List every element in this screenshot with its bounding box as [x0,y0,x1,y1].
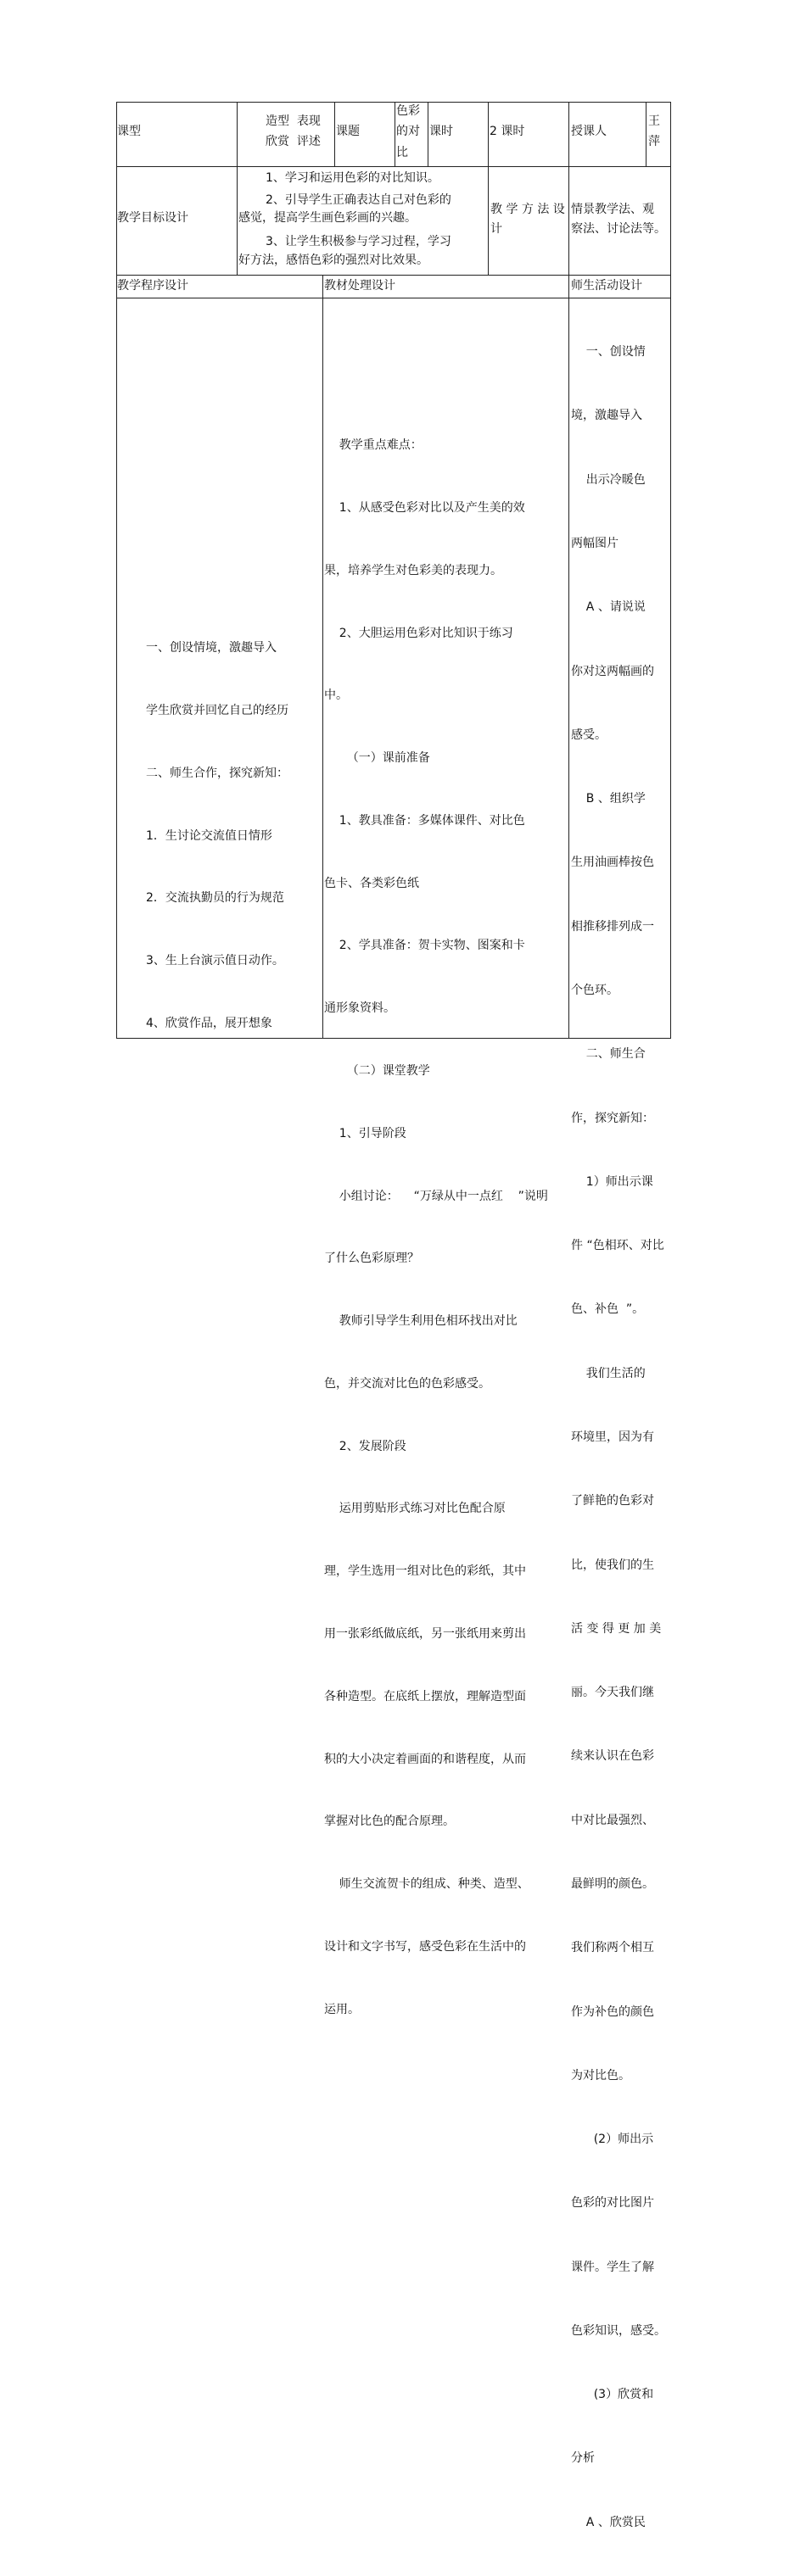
table-col-divider [568,102,569,1038]
activity-line: 我们生活的 [571,1366,646,1380]
material-line: （一）课前准备 [324,751,430,766]
lesson-type-value: 欣赏 评述 [266,135,321,148]
activity-line: 课件。学生了解 [571,2260,654,2274]
goal-item: 好方法，感悟色彩的强烈对比效果。 [238,254,428,267]
activity-line: A 、请说说 [571,600,646,615]
topic-value: 的对 [396,125,420,138]
activity-line: 活 变 得 更 加 美 [571,1621,662,1636]
lesson-type-value: 造型 表现 [266,114,321,128]
activity-line: 续来认识在色彩 [571,1749,654,1764]
material-line: 通形象资料。 [324,1001,395,1016]
material-lines [324,393,548,2062]
program-column-header: 教学程序设计 [117,279,188,293]
method-value: 情景教学法、观 [571,203,654,216]
material-line: 掌握对比色的配合原理。 [324,1815,455,1829]
material-line: 各种造型。在底纸上摆放，理解造型面 [324,1689,526,1703]
topic-value: 色彩 [396,104,420,118]
activity-line: 个色环。 [571,984,618,997]
material-line: 1、从感受色彩对比以及产生美的效 [324,500,525,515]
program-line: 3、生上台演示值日动作。 [146,954,284,968]
material-line: 2、学具准备：贺卡实物、图案和卡 [324,939,525,953]
program-line: 学生欣赏并回忆自己的经历 [146,703,288,717]
material-line: 1、引导阶段 [324,1126,406,1140]
method-value: 察法、讨论法等。 [571,222,666,236]
goal-item: 1、学习和运用色彩的对比知识。 [266,171,439,185]
table-border-left [116,102,117,1038]
goal-item: 3、让学生积极参与学习过程，学习 [266,235,451,248]
program-line: 4、欣赏作品，展开想象 [146,1016,272,1030]
teacher-value: 王 [648,114,660,128]
table-col-divider [334,102,335,166]
goal-item: 2、引导学生正确表达自己对色彩的 [266,193,451,207]
material-column-header: 教材处理设计 [324,279,395,293]
activity-line: 出示冷暖色 [571,472,646,487]
material-line: 师生交流贺卡的组成、种类、造型、 [324,1877,529,1892]
activity-line: 一、创设情 [571,345,646,360]
activity-line: 境，激趣导入 [571,409,642,423]
activity-line: 最鲜明的颜色。 [571,1876,654,1891]
activity-line: 我们称两个相互 [571,1941,654,1955]
program-line: 二、师生合作，探究新知： [146,766,288,780]
material-line: 教学重点难点： [324,438,423,453]
program-line: 一、创设情境，激趣导入 [146,641,277,655]
activity-line: (3）欣赏和 [571,2388,654,2402]
activity-line: 相推移排列成一 [571,919,654,934]
activity-line: 二、师生合 [571,1047,646,1062]
goal-item: 感觉，提高学生画色彩画的兴趣。 [238,211,417,225]
activity-line: 色彩知识，感受。 [571,2323,666,2338]
activity-line: 件 “色相环、对比 [571,1239,664,1253]
activity-line: A 、欣赏民 [571,2515,646,2529]
table-border-top [116,102,671,103]
activity-line: 为对比色。 [571,2068,630,2083]
program-lines [146,596,288,1076]
table-col-divider [488,102,489,275]
table-border-right [670,102,671,1038]
table-row-divider [116,275,671,276]
periods-label: 课时 [429,125,453,138]
activity-line: 感受。 [571,728,607,742]
material-line: 果，培养学生对色彩美的表现力。 [324,563,502,577]
table-col-divider [322,275,323,1038]
material-line: 1、教具准备：多媒体课件、对比色 [324,813,525,828]
material-line: 设计和文字书写，感受色彩在生活中的 [324,1939,526,1954]
material-line: 理，学生选用一组对比色的彩纸，其中 [324,1564,526,1579]
material-line: 运用。 [324,2002,360,2016]
activity-line: 你对这两幅画的 [571,664,654,678]
material-line: 色卡、各类彩色纸 [324,876,419,890]
material-line: 小组讨论： “万绿从中一点红 ”说明 [324,1189,548,1203]
activity-line: 作，探究新知： [571,1111,654,1125]
activity-line: 分析 [571,2451,595,2466]
topic-value: 比 [396,146,408,159]
activity-column-header: 师生活动设计 [571,279,642,293]
activity-line: 生用油画棒按色 [571,856,654,870]
material-line: 积的大小决定着画面的和谐程度，从而 [324,1752,526,1766]
activity-line: (2）师出示 [571,2133,654,2147]
activity-line: B 、组织学 [571,792,646,806]
material-line: 运用剪贴形式练习对比色配合原 [324,1502,506,1516]
lesson-type-label: 课型 [117,125,141,138]
table-row-divider [116,166,671,167]
teacher-label: 授课人 [571,125,607,138]
activity-line: 色彩的对比图片 [571,2196,654,2211]
method-label: 计 [490,222,502,236]
activity-line: 环境里，因为有 [571,1430,654,1444]
activity-line: 1）师出示课 [571,1174,653,1189]
activity-lines [571,299,666,2576]
material-line: 教师引导学生利用色相环找出对比 [324,1314,518,1329]
table-col-divider [237,102,238,275]
material-line: 2、发展阶段 [324,1439,406,1453]
goals-label: 教学目标设计 [117,211,188,225]
periods-value: 2 课时 [490,125,525,138]
material-line: 色，并交流对比色的色彩感受。 [324,1376,490,1391]
material-line: 了什么色彩原理？ [324,1252,419,1266]
activity-line: 中对比最强烈、 [571,1813,654,1827]
activity-line: 两幅图片 [571,537,618,551]
activity-line: 丽。今天我们继 [571,1686,654,1700]
method-label: 教 学 方 法 设 [490,203,565,216]
activity-line: 比，使我们的生 [571,1558,654,1572]
material-line: 用一张彩纸做底纸，另一张纸用来剪出 [324,1627,526,1642]
program-line: 1．生讨论交流值日情形 [146,828,272,843]
material-line: （二）课堂教学 [324,1064,430,1078]
program-line: 2．交流执勤员的行为规范 [146,891,284,906]
topic-label: 课题 [336,125,360,138]
activity-line: 色、补色 ”。 [571,1302,645,1317]
activity-line: 了鲜艳的色彩对 [571,1494,654,1508]
teacher-value: 萍 [648,135,660,148]
material-line: 中。 [324,689,348,703]
activity-line: 作为补色的颜色 [571,2004,654,2019]
material-line: 2、大胆运用色彩对比知识于练习 [324,626,513,640]
